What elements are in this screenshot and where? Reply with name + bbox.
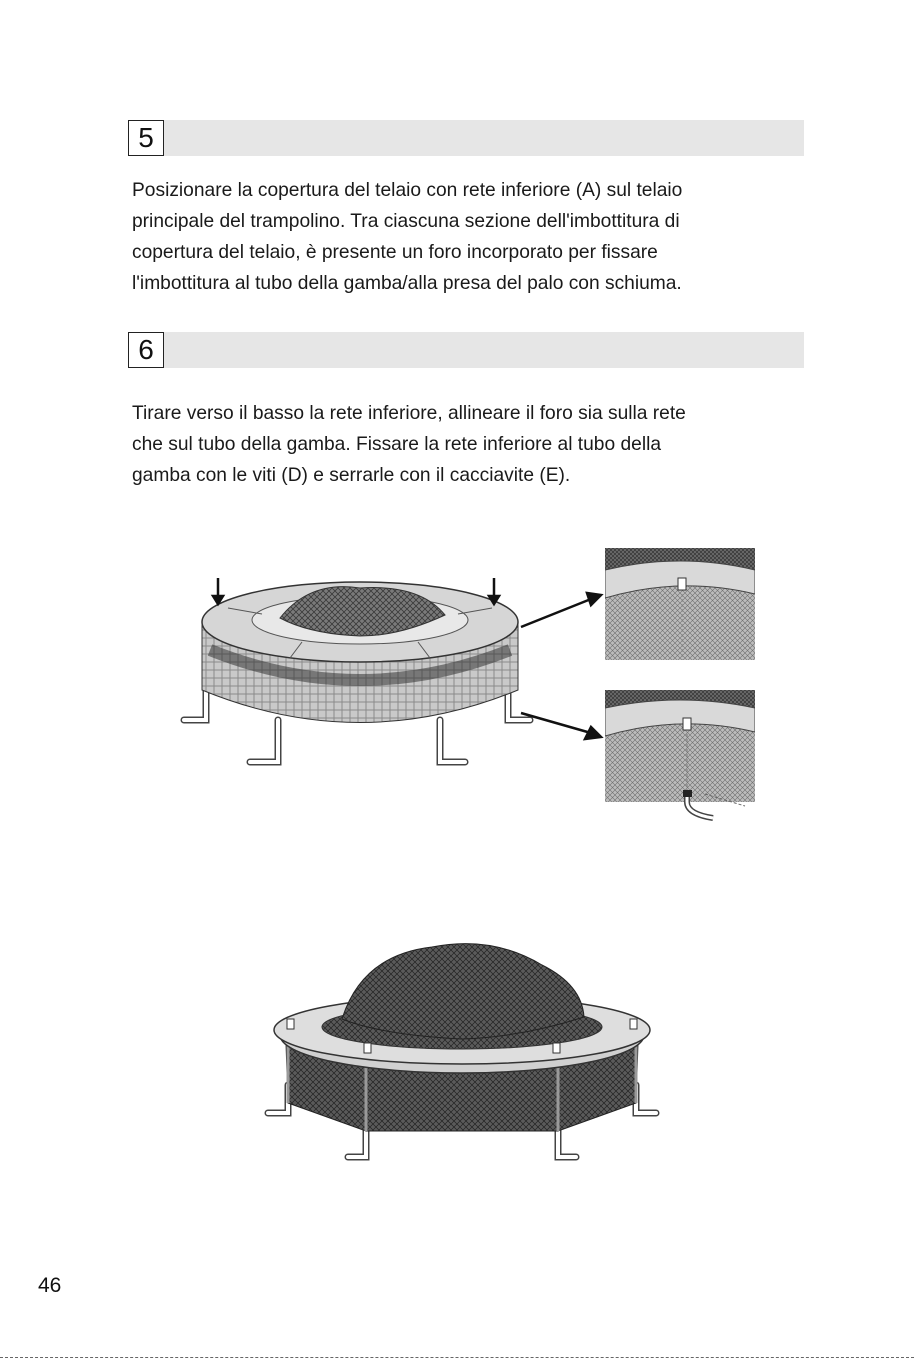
page-bottom-rule (0, 1357, 914, 1358)
step-6-line: che sul tubo della gamba. Fissare la rete inferiore al tubo della (132, 434, 662, 455)
step-5-line: principale del trampolino. Tra ciascuna sezione dell'imbottitura di (132, 211, 680, 232)
step-5-text (132, 175, 812, 299)
step-6-line: Tirare verso il basso la rete inferiore, allineare il foro sia sulla rete (132, 403, 686, 424)
step-5-header (128, 120, 804, 156)
page-number: 46 (38, 1274, 62, 1297)
step-5-line: copertura del telaio, è presente un foro incorporato per fissare (132, 242, 658, 263)
step-5-line: Posizionare la copertura del telaio con rete inferiore (A) sul telaio (132, 180, 683, 201)
step-5-number: 5 (128, 120, 164, 156)
step-6-number: 6 (128, 332, 164, 368)
step-5-line: l'imbottitura al tubo della gamba/alla presa del palo con schiuma. (132, 273, 682, 294)
pad-hole-detail-bottom (605, 690, 755, 826)
step-6-text (132, 398, 812, 491)
trampoline-with-net-illustration (262, 935, 662, 1170)
step-6-line: gamba con le viti (D) e serrarle con il cacciavite (E). (132, 465, 571, 486)
pad-hole-detail-top (605, 548, 755, 660)
trampoline-cover-illustration (170, 570, 550, 780)
step-6-header (128, 332, 804, 368)
detail-pointer-arrows (515, 585, 610, 745)
